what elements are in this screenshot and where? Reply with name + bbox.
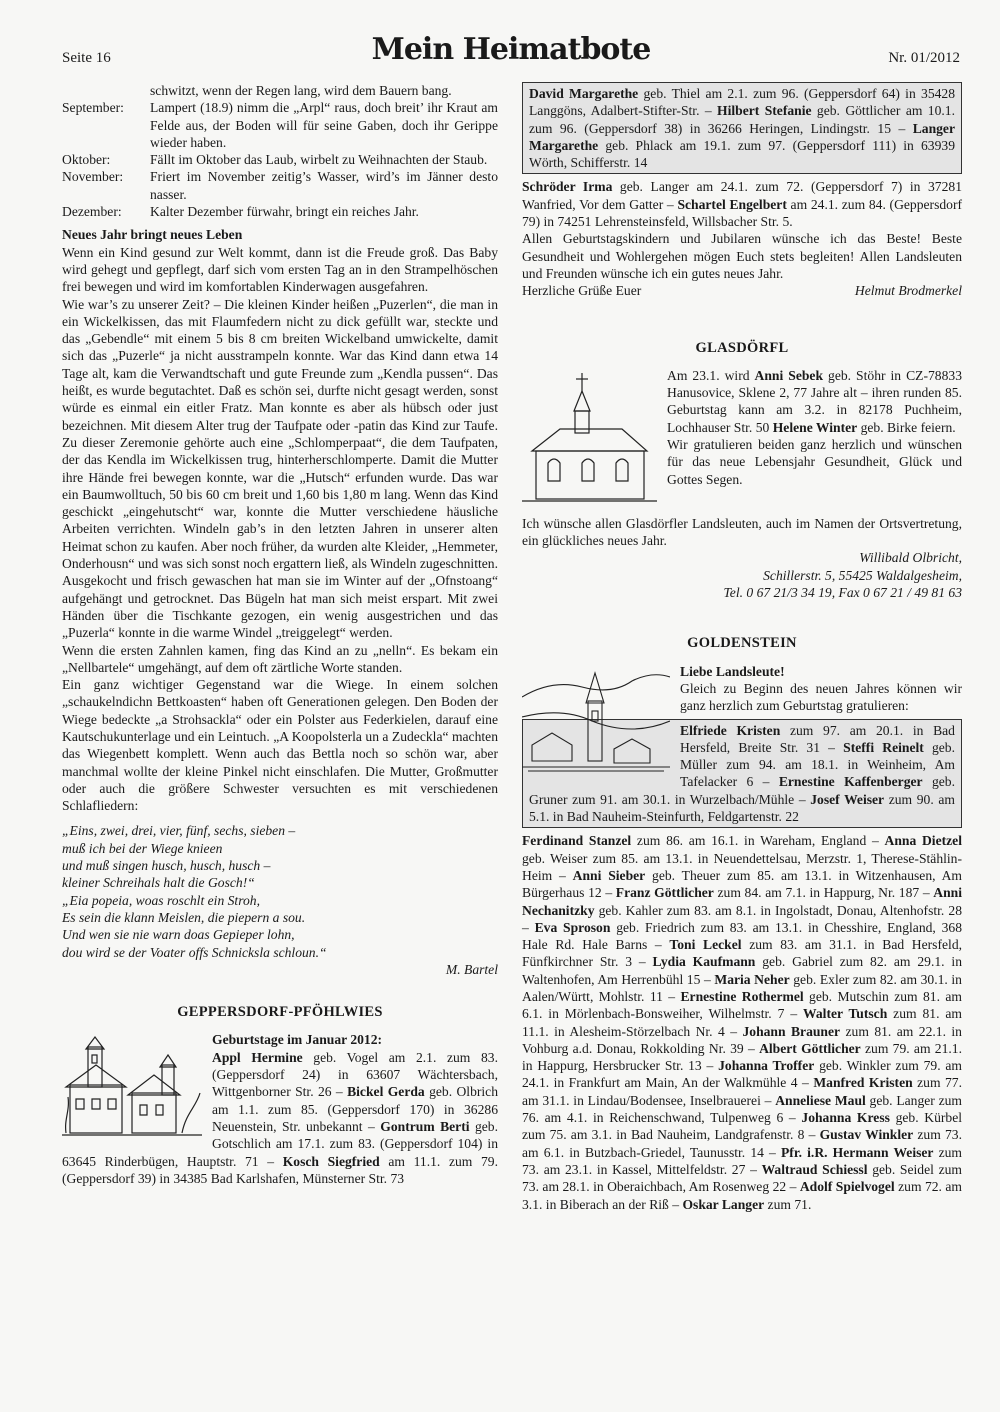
person-name: Anni Nechanitzky [522,885,962,918]
entry-details: geb. Thiel am 2.1. zum 96. (Geppersdorf 64) in 35428 Langgöns, Adalbert-Stifter-Str. – [529,86,956,119]
entry-details: zum 97. am 20.1. in Bad Hersfeld, Breite Str. 31 – [680,722,955,755]
entry-details: zum 71. [764,1196,812,1212]
month-saying: Lampert (18.9) nimm die „Arpl“ raus, doch breit’ ihr Kraut am Felde aus, der Boden will für seine Gaben, doch ihr Gerippe wieder haben. [150,100,498,150]
goldenstein-intro: Gleich zu Beginn des neuen Jahres können wir ganz herzlich zum Geburtstag gratulieren: [680,680,962,714]
person-name: Albert Göttlicher [759,1040,861,1056]
month-sayings [62,99,498,220]
month-row [62,99,498,151]
article-paragraph: Wenn ein Kind gesund zur Welt kommt, dann ist die Freude groß. Das Baby wird gehegt und gepflegt, darf sich vom ersten Tag an in den Strampelhöschen frei bewegen und wird im komfortablen Kinderwagen ausgefahren. [62,244,498,295]
entry-details: geb. Gotschlich am 17.1. zum 83. (Geppersdorf 104) in 63645 Rinderbügen, Hauptstr. 71 – [62,1118,498,1169]
entry-details: zum 73. am 23.1. in Kassel, Mittelfeldstr. 27 – [522,1144,963,1177]
entry-details: zum 86. am 16.1. in Wareham, England – [631,833,885,849]
month-label: September: [62,100,124,116]
entry-details: geb. Langer zum 76. am 4.1. in Reichenschwand, Tulpenweg 6 – [522,1092,962,1126]
masthead-title: Mein Heimatbote [371,32,651,67]
person-name: Anneliese Maul [775,1092,866,1108]
person-name: Helene Winter [772,419,858,435]
article-paragraph: Wenn die ersten Zahnlen kamen, fing das Kind an zu „nelln“. Es bekam ein „Nellbartele“ umgehängt, auf dem oft zärtliche Worte standen. [62,642,498,675]
entry-details: zum 73. am 6.1. in Butzbach-Griedel, Taunusstr. 14 – [522,1127,962,1160]
entry-details: am 11.1. zum 79. (Geppersdorf 39) in 34385 Bad Karlshafen, Münsterner Str. 73 [62,1153,498,1186]
right-column [522,82,962,1213]
entry-details: am 24.1. zum 84. (Geppersdorf 79) in 74251 Lehrensteinsfeld, Willsbacher Str. 5. [522,196,963,230]
person-name: Kosch Siegfried [282,1153,380,1169]
entry-details: geb. Winkler zum 79. am 24.1. in Frankfurt am Main, An der Walkmühle 4 – [522,1058,962,1091]
person-name: Schartel Engelbert [677,196,787,212]
person-name: Adolf Spielvogel [799,1179,895,1195]
entry-details: geb. Vogel am 2.1. zum 83. (Geppersdorf 24) in 63607 Wächtersbach, Wittgenborner Str. 26 – [212,1049,498,1100]
article-heading: Neues Jahr bringt neues Leben [62,227,243,243]
poem-line: muß ich bei der Wiege knieen [62,840,223,856]
person-name: Ferdinand Stanzel [522,833,632,849]
glasdoerfl-text-1: Am 23.1. wird Anni Sebek geb. Stöhr in CZ-78833 Hanusovice, Sklene 2, 77 Jahre alt – ihren runden 85. Geburtstag kann am 3.2. in 82178 Puchheim, Lochhauser Str. 50 Helene Winter geb. Birke feiern. [667,367,962,435]
person-name: Hilbert Stefanie [717,103,812,119]
entry-details: zum 81. am 22.1. in Vohburg a.d. Donau, Rokkolding Nr. 39 – [522,1023,962,1056]
person-name: Eva Sproson [534,919,611,935]
person-name: Anni Sebek [754,367,824,383]
person-name: Josef Weiser [810,791,885,807]
entry-details: zum 90. am 5.1. in Bad Nauheim-Steinfurth, Feldgartenstr. 22 [529,791,955,825]
entry-details: geb. Langer am 24.1. zum 72. (Geppersdorf 7) in 37281 Wanfried, Vor dem Gatter – [522,179,962,212]
entry-details: zum 77. am 31.1. in Lindau/Bodensee, Inselbrauerei – [522,1075,962,1108]
person-name: Johanna Troffer [718,1058,815,1074]
birthday-list-continued [522,178,962,230]
person-name: Manfred Kristen [813,1075,913,1091]
person-name: Toni Leckel [669,937,742,953]
entry-details: geb. Seidel zum 73. am 28.1. in Oberaichbach, Am Rosenweg 22 – [522,1161,962,1195]
entry-details: geb. Göttlicher am 10.1. zum 96. (Geppersdorf 38) in 36266 Heringen, Lindingstr. 15 – [529,103,955,136]
month-label: November: [62,169,124,185]
person-name: Oskar Langer [682,1196,765,1212]
page-number: Seite 16 [62,50,111,66]
birthday-heading: Geburtstage im Januar 2012: [212,1032,383,1048]
person-name: Gustav Winkler [819,1127,914,1143]
person-name: Schröder Irma [522,179,613,195]
entry-details: zum 79. am 21.1. in Happurg, Hersbrucker Str. 13 – [522,1040,962,1074]
month-saying: Fällt im Oktober das Laub, wirbelt zu Weihnachten der Staub. [150,152,488,168]
person-name: Pfr. i.R. Hermann Weiser [781,1144,934,1160]
person-name: Waltraud Schiessl [761,1161,868,1177]
entry-details: geb. Kahler zum 83. am 8.1. in Ingolstadt, Donau, Altenhofstr. 28 – [522,902,962,935]
poem-line: „Eins, zwei, drei, vier, fünf, sechs, sieben – [62,823,296,839]
poem-line: dou wird se der Voater offs Schnicksla schloun.“ [62,944,327,960]
entry-details: geb. Phlack am 19.1. zum 97. (Geppersdorf 111) in 63939 Wörth, Schifferstr. 14 [529,137,955,171]
goldenstein-landscape-illustration [522,667,670,779]
birthday-entries [522,832,962,1213]
glasdoerfl-address: Schillerstr. 5, 55425 Waldalgesheim, [763,567,962,583]
person-name: Appl Hermine [212,1049,303,1065]
person-name: Bickel Gerda [347,1084,425,1100]
person-name: Elfriede Kristen [680,722,781,738]
month-label: Dezember: [62,204,122,220]
greeting-text: Herzliche Grüße Euer [522,283,642,299]
glasdoerfl-phone: Tel. 0 67 21/3 34 19, Fax 0 67 21 / 49 81 63 [723,585,962,601]
entry-details: zum 84. am 7.1. in Happurg, Nr. 187 – [713,885,934,901]
highlight-box-geppersdorf [522,82,962,174]
person-name: Anni Sieber [572,867,646,883]
month-row [62,203,498,220]
poem-line: kleiner Schreihals halt die Gosch!“ [62,875,255,891]
entry-details: geb. Olbrich am 1.1. zum 85. (Geppersdorf 170) in 36286 Neuenstein, Str. unbekannt – [212,1084,498,1134]
person-name: Maria Neher [714,971,790,987]
entry-details: geb. Kürbel zum 75. am 3.1. in Bad Nauheim, Landgrafenstr. 8 – [522,1110,963,1143]
issue-number: Nr. 01/2012 [888,50,960,66]
poem-line: Und wen sie nie warn doas Gepieper lohn, [62,927,295,943]
left-column [62,82,498,1187]
person-name: Walter Tutsch [803,1006,888,1022]
goldenstein-salute: Liebe Landsleute! [680,663,785,679]
glasdoerfl-author: Willibald Olbricht, [859,550,962,566]
lullaby-poem [62,822,498,960]
person-name: Ernestine Kaffenberger [778,774,923,790]
person-name: Anna Dietzel [884,833,962,849]
month-row [62,82,498,99]
birthday-list-goldenstein [522,832,962,1213]
person-name: David Margarethe [529,86,639,101]
glasdoerfl-text-3: Ich wünsche allen Glasdörfler Landsleuten, auch im Namen der Ortsvertretung, ein glückliches neues Jahr. [522,515,962,549]
glasdoerfl-text-2: Wir gratulieren beiden ganz herzlich und wünschen für das neue Lebensjahr Gesundheit, Glück und Gottes Segen. [667,437,962,487]
page-header [62,32,960,74]
month-row [62,151,498,168]
month-label: Oktober: [62,152,111,168]
section-title-geppersdorf: GEPPERSDORF-PFÖHLWIES [177,1004,383,1021]
entry-details: geb. Weiser zum 85. am 13.1. in Neuendettelsau, Merzstr. 1, Therese-Stählin-Heim – [522,850,962,883]
poem-line: und muß singen husch, husch, husch – [62,858,271,874]
closing-wishes: Allen Geburtstagskindern und Jubilaren wünsche ich das Beste! Beste Gesundheit und Wohlergehen mögen Euch stets begleiten! Allen Landsleuten und Freunden wünsche ich ein gutes neues Jahr. [522,231,962,281]
person-name: Lydia Kaufmann [652,954,756,970]
poem-line: „Eia popeia, woas roschlt ein Stroh, [62,892,260,908]
section-title-glasdoerfl: GLASDÖRFL [695,339,789,356]
chapel-illustration [522,371,657,511]
person-name: Gontrum Berti [380,1118,470,1134]
entry-details: geb. Mutschin zum 81. am 6.1. in Mörlenbach-Bonsweiher, Wilhelmstr. 7 – [522,988,962,1022]
greeting-author: Helmut Brodmerkel [854,283,962,299]
poem-line: Es sein die klann Meislen, die piepern a sou. [62,909,306,925]
person-name: Johann Brauner [742,1023,841,1039]
entry-details: geb. Theuer zum 85. am 13.1. in Witzenhausen, Am Bürgerhaus 12 – [522,867,962,901]
entry-details: geb. Exler zum 82. am 30.1. in Aalen/Württ, Mohlstr. 11 – [522,971,962,1004]
entry-details: zum 81. am 11.1. in Alesheim-Störzelbach Nr. 4 – [522,1006,962,1039]
poem-author: M. Bartel [445,961,498,977]
person-name: Johanna Kress [801,1110,890,1126]
article-body [62,244,498,815]
person-name: Langer Margarethe [529,120,955,153]
greeting-line [522,282,962,299]
intro-line: schwitzt, wenn der Regen lang, wird dem Bauern bang. [150,83,452,98]
entry-details: geb. Gruner zum 91. am 30.1. in Wurzelbach/Mühle – [529,774,955,807]
article-paragraph: Ein ganz wichtiger Gegenstand war die Wiege. In einem solchen „schaukelndichn Bettkoasten“ haben oft Generationen gelegen. Den Boden der Wiege bedeckte „a Strohsackla“ oder ein Polster aus Federkielen, darauf eine Kautschukunterlage und ein Leintuch. „A Koopolsterla un a Zudeckla“ machten das Wiegenbett komplett. Wenn auch das Bettla noch so schön war, aber manchmal wollte der kleine Pinkel nicht einschlafen. Die Mutter, Großmutter oder auch die größere Schwester versuchten es mit verschiedenen Schlafliedern: [62,677,498,814]
person-name: Steffi Reinelt [843,739,924,755]
entry-details: geb. Friedrich zum 83. am 13.1. in Chesshire, England, 368 Hale Rd. Hale Barns – [522,919,962,953]
entry-details: geb. Gabriel zum 82. am 29.1. in Waltenhofen, Am Herrenbühl 15 – [522,954,962,987]
person-name: Ernestine Rothermel [680,988,804,1004]
birthday-entries [522,178,962,230]
month-saying: Kalter Dezember fürwahr, bringt ein reiches Jahr. [150,204,419,220]
entry-details: zum 83. am 31.1. in Bad Hersfeld, Fünfkirchner Str. 3 – [522,937,963,970]
article-paragraph: Wie war’s zu unserer Zeit? – Die kleinen Kinder heißen „Puzerlen“, die man in ein Wickelkissen, das mit Flaumfedern nicht zu dick gefüllt war, steckte und das „Gebendle“ mit einem 5 bis 8 cm breiten Wickelband umwickelte, damit sich das „Puzerle“ ja nicht ausstrampeln konnte. War das Kind dann etwa 14 Tage alt, kam die Verwandtschaft und gute Freunde zum „Kendla pussen“. Das heißt, es wurde begutachtet. Daß es schön sei, durfte nicht gesagt werden, sonst würde es einmal ein eitler Fratz. Man konnte es aber als hübsch oder just bezeichnen. Mit diesem Alter trug der Taufpate oder -patin das Kind zur Taufe. Zu dieser Zeremonie gehörte auch eine „Schlomperpaat“, die dem Taufpaten, der das Kendla im Wickelkissen trug, hinterherschlomperte. Damit die Mutter ihre Hände frei bewegen konnte, war die „Hutsch“ erfunden wurde. Das war ein Baumwolltuch, 50 bis 60 cm breit und 1,60 bis 1,80 m lang. Wenn das Kind geschickt „eingehutscht“ war, konnte die Mutter verschiedene häusliche Arbeiten verrichten. Windeln gab’s in den letzten Jahren in unserer alten Heimat schon zu kaufen. Aber noch früher, da wurden alte Kleider, „Hemmeter, Onderhousn“ und was sich sonst noch ergattern ließ, als Windeln zugeschnitten. Ausgekocht und frisch gewaschen hat man sie im Winter auf der „Ofnstoang“ aufgehängt und getrocknet. Das Bügeln hat man sich meist erspart. Mit zwei Händen über die Tischkante gezogen, ein wenig ausgestrichen und das „Puzerla“ konnte in die warme Windel „treiggelegt“ werden. [62,296,498,641]
entry-details: zum 72. am 3.1. in Biberach an der Riß – [522,1179,962,1212]
month-row [62,168,498,203]
month-saying: Friert im November zeitig’s Wasser, wird’s im Jänner desto nasser. [150,169,498,202]
birthday-entries [529,85,955,171]
entry-details: geb. Müller zum 94. am 18.1. in Weinheim, Am Tafelacker 6 – [680,739,956,790]
village-church-illustration [62,1035,202,1141]
section-title-goldenstein: GOLDENSTEIN [687,635,797,652]
person-name: Franz Göttlicher [615,885,714,901]
